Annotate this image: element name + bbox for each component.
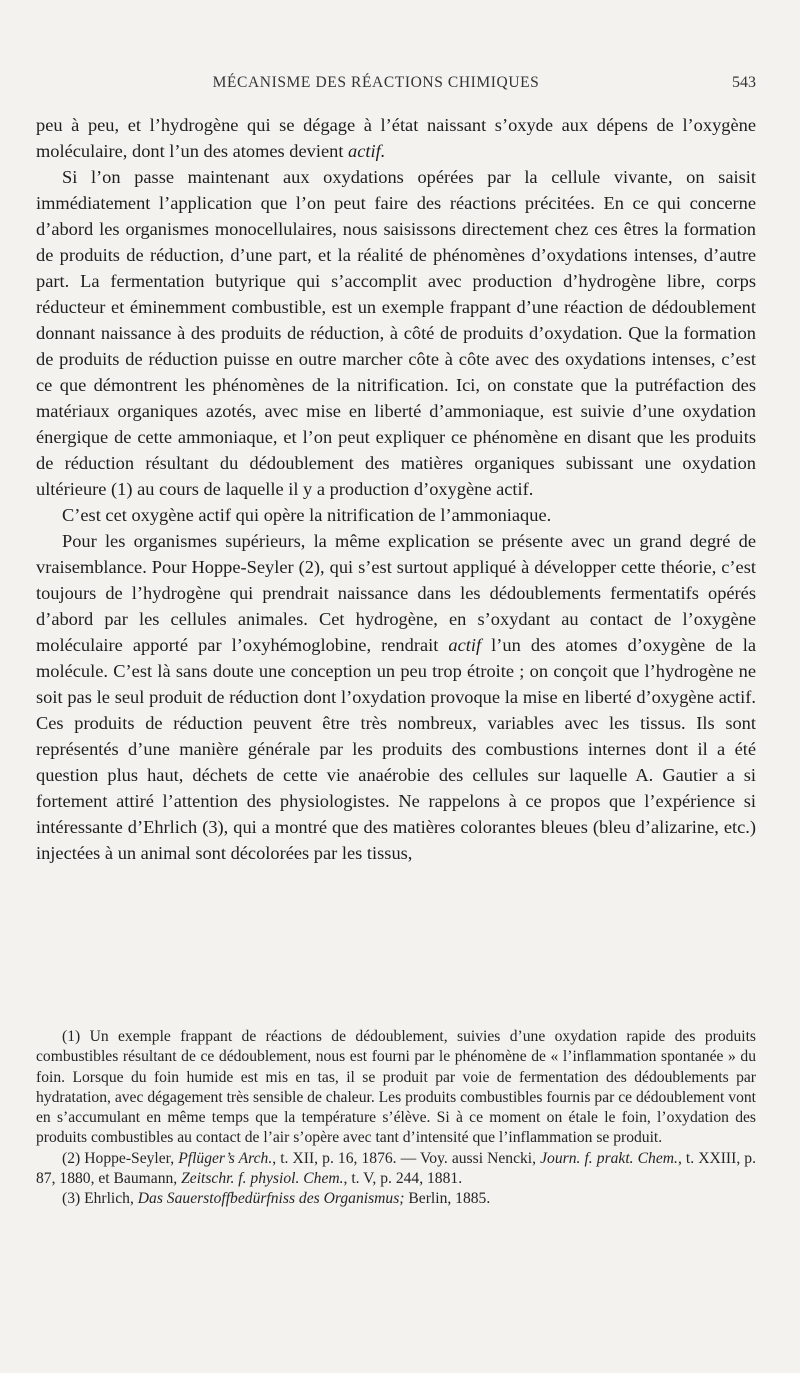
footnote-2-text-a: (2) Hoppe-Seyler, bbox=[62, 1149, 179, 1167]
footnote-3-title: Das Sauerstoffbedürfniss des Organismus; bbox=[137, 1190, 405, 1208]
footnote-2-text-b: , t. XII, p. 16, 1876. — Voy. aussi Nencki, bbox=[272, 1149, 541, 1167]
paragraph-1 bbox=[36, 112, 756, 164]
paragraph-4-italic: actif bbox=[448, 635, 482, 655]
footnote-1: (1) Un exemple frappant de réactions de dédoublement, suivies d’une oxydation rapide des produits combustibles résultant de ce dédoublement, nous est fourni par le phénomène de « l’inflammation spontanée » du foin. Lorsque du foin humide est mis en tas, il se produit par voie de fermentation des dédoublements par hydratation, avec dégagement très sensible de chaleur. Les produits combustibles fournis par ce dédoublement vont en s’accumulant en même temps que la température s’élève. Si à ce moment on étale le foin, l’oxydation des produits combustibles au contact de l’air s’opère avec tant d’intensité que l’inflammation se produit. bbox=[36, 1028, 756, 1147]
page-number: 543 bbox=[732, 74, 756, 91]
paragraph-4-text-a: Pour les organismes supérieurs, la même explication se présente avec un grand degré de vraisemblance. Pour Hoppe-Seyler (2), qui s’est surtout appliqué à développer cette théorie, c’est toujours de l’hydrogène qui prendrait naissance dans les dédoublements fermentatifs opérés d’abord par les cellules animales. Cet hydrogène, en s’oxydant au contact de l’oxygène moléculaire apporté par l’oxyhémoglobine, rendrait bbox=[36, 531, 756, 655]
footnote-2 bbox=[36, 1149, 756, 1190]
paragraph-1-italic: actif. bbox=[348, 141, 386, 161]
paragraph-2: Si l’on passe maintenant aux oxydations opérées par la cellule vivante, on saisit immédiatement l’application que l’on peut faire des réactions précitées. En ce qui concerne d’abord les organismes monocellulaires, nous saisissons directement chez ces êtres la formation de produits de réduction, d’une part, et la réalité de phénomènes d’oxydations intenses, d’autre part. La fermentation butyrique qui s’accomplit avec production d’hydrogène libre, corps réducteur et éminemment combustible, est un exemple frappant d’une réaction de dédoublement donnant naissance à des produits de réduction, à côté de produits d’oxydation. Que la formation de produits de réduction puisse en outre marcher côte à côte avec des oxydations intenses, c’est ce que démontrent les phénomènes de la nitrification. Ici, on constate que la putréfaction des matériaux organiques azotés, avec mise en liberté d’ammoniaque, est suivie d’une oxydation énergique de cette ammoniaque, et l’on peut expliquer ce phénomène en disant que les produits de réduction résultant du dédoublement des matières organiques subissant une oxydation ultérieure (1) au cours de laquelle il y a production d’oxygène actif. bbox=[36, 167, 756, 499]
main-text bbox=[36, 112, 756, 866]
running-title: MÉCANISME DES RÉACTIONS CHIMIQUES bbox=[212, 74, 540, 91]
paragraph-4 bbox=[36, 528, 756, 866]
paragraph-3: C’est cet oxygène actif qui opère la nitrification de l’ammoniaque. bbox=[62, 505, 552, 525]
footnote-2-journal-2: Journ. f. prakt. Chem. bbox=[540, 1149, 678, 1167]
footnote-2-journal-3: Zeitschr. f. physiol. Chem. bbox=[181, 1170, 344, 1188]
footnote-2-text-d: , t. V, p. 244, 1881. bbox=[343, 1170, 463, 1188]
footnote-3 bbox=[36, 1189, 756, 1209]
footnotes bbox=[36, 1027, 756, 1210]
footnote-2-journal-1: Pflüger’s Arch. bbox=[178, 1149, 273, 1167]
footnote-3-text-b: Berlin, 1885. bbox=[404, 1190, 491, 1208]
footnote-3-text-a: (3) Ehrlich, bbox=[62, 1190, 138, 1208]
footnote-2-text-c: , t. XXIII, p. 87, 1880, et Baumann, bbox=[36, 1149, 756, 1188]
page-header bbox=[36, 74, 756, 100]
paragraph-1-text: peu à peu, et l’hydrogène qui se dégage à l’état naissant s’oxyde aux dépens de l’oxygène moléculaire, dont l’un des atomes devient bbox=[36, 115, 756, 161]
paragraph-4-text-b: l’un des atomes d’oxygène de la molécule. C’est là sans doute une conception un peu trop étroite ; on conçoit que l’hydrogène ne soit pas le seul produit de réduction dont l’oxydation provoque la mise en liberté d’oxygène actif. Ces produits de réduction peuvent être très nombreux, variables avec les tissus. Ils sont représentés d’une manière générale par les produits des combustions internes dont il a été question plus haut, déchets de cette vie anaérobie des cellules sur laquelle A. Gautier a si fortement attiré l’attention des physiologistes. Ne rappelons à ce propos que l’expérience si intéressante d’Ehrlich (3), qui a montré que des matières colorantes bleues (bleu d’alizarine, etc.) injectées à un animal sont décolorées par les tissus, bbox=[36, 635, 756, 863]
